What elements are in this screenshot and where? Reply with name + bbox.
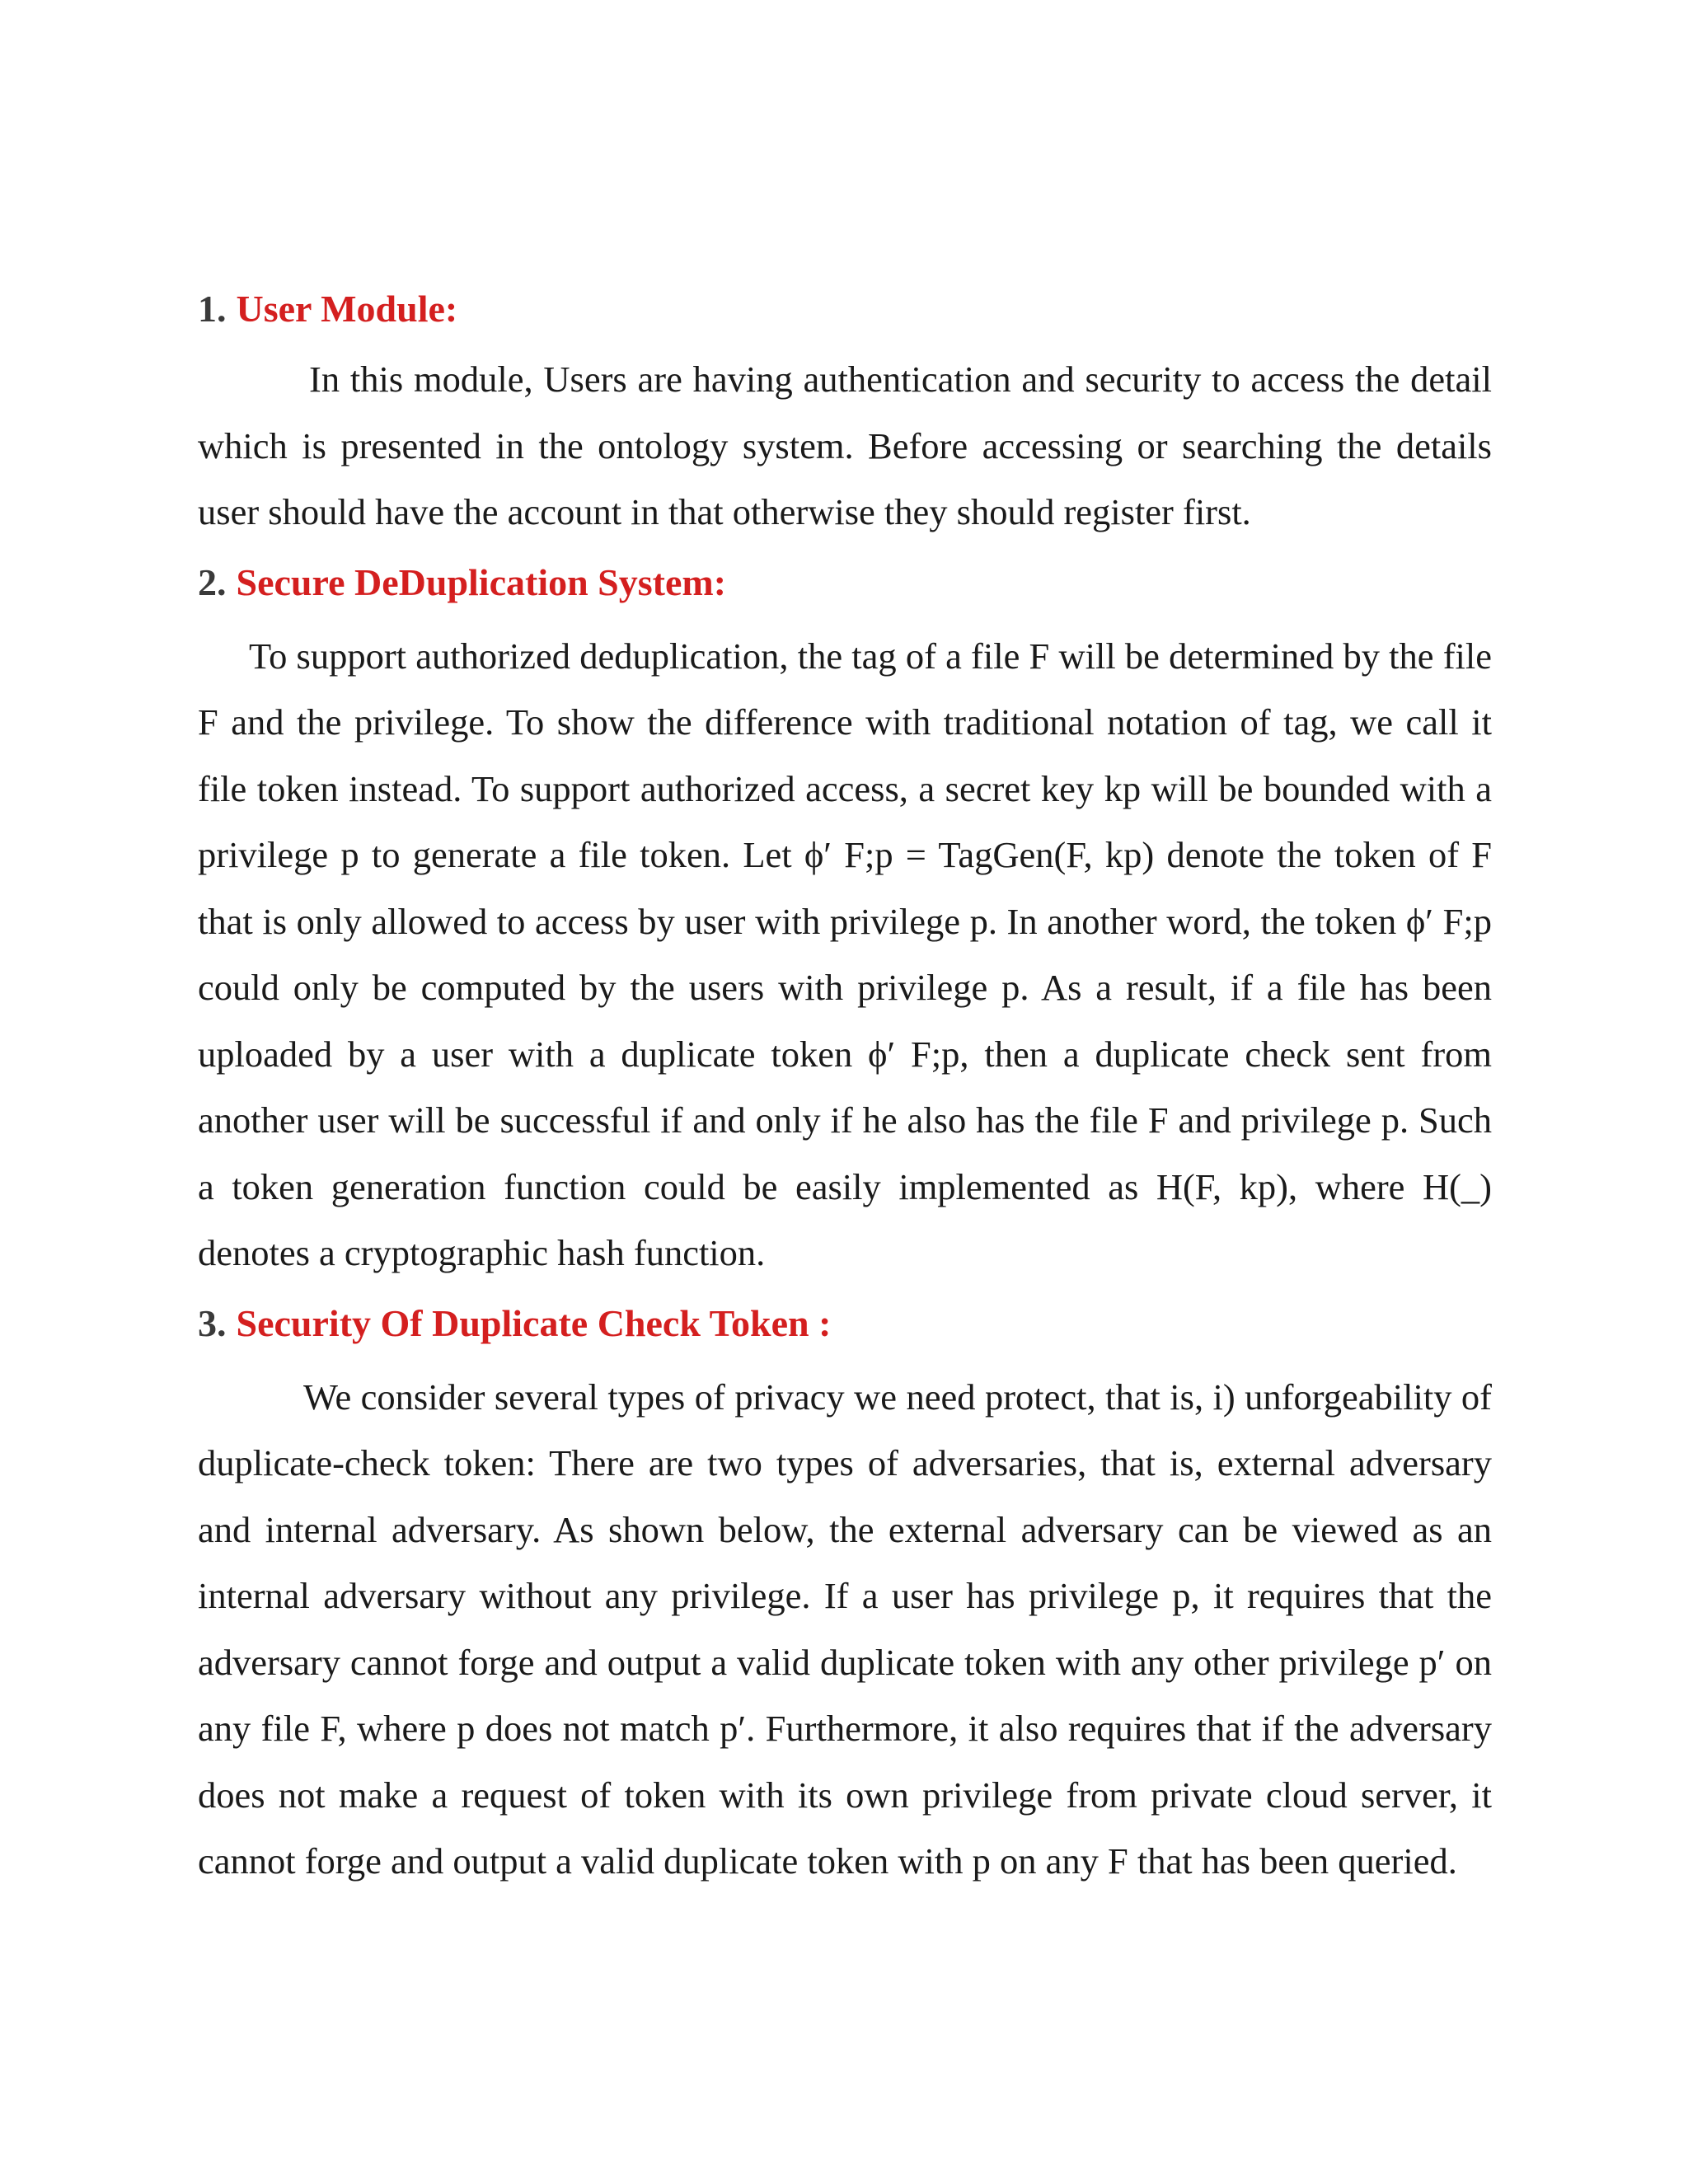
section-title: User Module: [236,288,458,330]
section-number: 2. [198,560,227,603]
section-body-user-module: In this module, Users are having authentication and security to access the detail which is presented in the ontology system. Before accessing or searching the details user should have the account in that otherwise they should register first. [198,359,1492,532]
section-title: Secure DeDuplication System: [236,560,727,603]
section-heading-user-module [198,280,1492,338]
section-heading-duplicate-check-token [198,1295,1492,1352]
document-page [198,280,1492,1903]
section-title: Security Of Duplicate Check Token : [236,1301,832,1344]
section-body-duplicate-check-token: We consider several types of privacy we need protect, that is, i) unforgeability of duplicate-check token: There are two types of adversaries, that is, external adversary and internal adversary. As shown below, the external adversary can be viewed as an internal adversary without any privilege. If a user has privilege p, it requires that the adversary cannot forge and output a valid duplicate token with any other privilege p′ on any file F, where p does not match p′. Furthermore, it also requires that if the adversary does not make a request of token with its own privilege from private cloud server, it cannot forge and output a valid duplicate token with p on any F that has been queried. [198,1376,1492,1882]
section-number: 3. [198,1301,227,1344]
section-heading-secure-deduplication [198,554,1492,612]
section-body-secure-deduplication: To support authorized deduplication, the tag of a file F will be determined by the file F and the privilege. To show the difference with traditional notation of tag, we call it file token instead. To support authorized access, a secret key kp will be bounded with a privilege p to generate a file token. Let ϕ′ F;p = TagGen(F, kp) denote the token of F that is only allowed to access by user with privilege p. In another word, the token ϕ′ F;p could only be computed by the users with privilege p. As a result, if a file has been uploaded by a user with a duplicate token ϕ′ F;p, then a duplicate check sent from another user will be successful if and only if he also has the file F and privilege p. Such a token generation function could be easily implemented as H(F, kp), where H(_) denotes a cryptographic hash function. [198,635,1492,1273]
section-number: 1. [198,288,227,330]
